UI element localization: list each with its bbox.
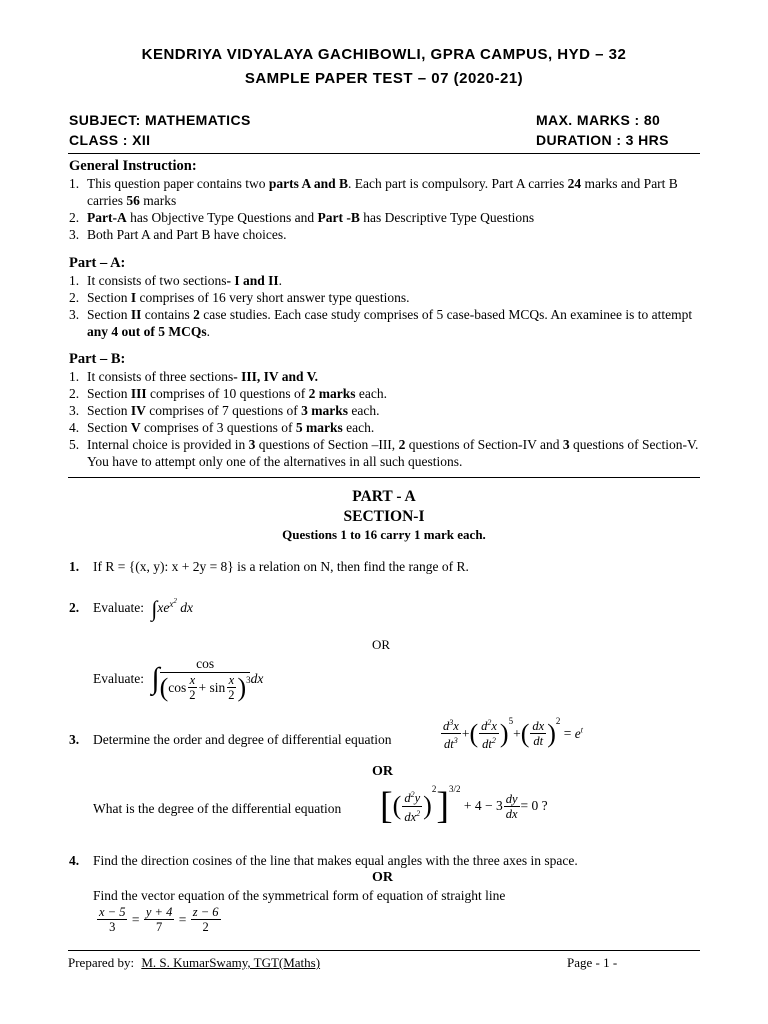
list-item: 5. Internal choice is provided in 3 questions of Section –III, 2 questions of Section-IV and 3 questions of Section-V. You have to attempt only one of the alternatives in all such questions. bbox=[69, 437, 699, 469]
integral-xe: $\int xe^{x^2}$ dx bbox=[151, 596, 193, 621]
differential-equation-1: $\frac{d^3x}{dt^3}$ + ( $\frac{d^2x}{dt^2}$ ) $^5$ + ( $\frac{dx}{dt}$ ) $^2$ = $e^t$ bbox=[443, 716, 583, 752]
question-2: 2. Evaluate: $\int xe^{x^2}$ dx bbox=[69, 596, 193, 621]
part-heading: PART - A bbox=[352, 488, 416, 505]
footer-credit: Prepared by: M. S. KumarSwamy, TGT(Maths) bbox=[68, 955, 321, 970]
line-equation: $\frac{x - 5}{3}$ = $\frac{y + 4}{7}$ = $\frac{z - 6}{2}$ bbox=[99, 905, 219, 934]
or-divider: OR bbox=[372, 870, 393, 885]
list-item: 2. Section I comprises of 16 very short answer type questions. bbox=[69, 290, 410, 305]
differential-equation-2: [ ( $\frac{d^2y}{dx^2}$ ) $^2$ ] $^{3/2}$ + 4 − 3 $\frac{dy}{dx}$ = 0 ? bbox=[380, 784, 548, 827]
author-name: M. S. KumarSwamy, TGT(Maths) bbox=[141, 955, 321, 970]
question-2-alt: Evaluate: ∫ cos ( cos $\frac{x}{2}$ + sin $\frac{x}{2}$ ) $^3$ dx bbox=[93, 656, 264, 702]
list-item: 2. Part-A has Objective Type Questions and Part -B has Descriptive Type Questions bbox=[69, 210, 535, 225]
class: CLASS : XII bbox=[69, 132, 151, 148]
subject: SUBJECT: MATHEMATICS bbox=[69, 112, 251, 128]
header-rule bbox=[68, 153, 700, 154]
part-a-instructions bbox=[69, 255, 709, 340]
general-title: General Instruction: bbox=[69, 158, 197, 174]
question-3-alt: What is the degree of the differential equation bbox=[93, 801, 342, 816]
list-item: 1. It consists of two sections- I and II. bbox=[69, 273, 283, 288]
school-title: KENDRIYA VIDYALAYA GACHIBOWLI, GPRA CAMPUS, HYD – 32 bbox=[141, 46, 627, 63]
part-b-title: Part – B: bbox=[69, 351, 126, 367]
question-3: 3. Determine the order and degree of differential equation bbox=[69, 732, 392, 747]
question-4-alt: Find the vector equation of the symmetrical form of equation of straight line bbox=[93, 888, 506, 903]
max-marks: MAX. MARKS : 80 bbox=[536, 112, 661, 128]
list-item: 1. It consists of three sections- III, IV and V. bbox=[69, 369, 319, 384]
page-number: Page - 1 - bbox=[567, 955, 618, 970]
list-item: 3. Both Part A and Part B have choices. bbox=[69, 227, 287, 242]
part-a-title: Part – A: bbox=[69, 255, 126, 271]
section-heading: SECTION-I bbox=[343, 508, 425, 525]
list-item: 1. This question paper contains two parts A and B. Each part is compulsory. Part A carries 24 marks and Part B carries 56 marks bbox=[69, 176, 678, 208]
question-4: 4. Find the direction cosines of the line that makes equal angles with the three axes in space. bbox=[69, 853, 578, 868]
general-instructions bbox=[69, 158, 709, 243]
or-divider: OR bbox=[372, 637, 391, 652]
list-item: 3. Section IV comprises of 7 questions of 3 marks each. bbox=[69, 403, 380, 418]
or-divider: OR bbox=[372, 764, 393, 779]
test-title: SAMPLE PAPER TEST – 07 (2020-21) bbox=[244, 70, 524, 87]
duration: DURATION : 3 HRS bbox=[536, 132, 669, 148]
part-b-instructions bbox=[69, 351, 709, 470]
integral-cos: ∫ cos ( cos $\frac{x}{2}$ + sin $\frac{x}{2}$ ) $^3$ dx bbox=[151, 656, 264, 702]
list-item: 2. Section III comprises of 10 questions of 2 marks each. bbox=[69, 386, 387, 401]
question-1: 1. If R = {(x, y): x + 2y = 8} is a relation on N, then find the range of R. bbox=[69, 559, 469, 574]
section-note: Questions 1 to 16 carry 1 mark each. bbox=[282, 527, 486, 542]
list-item: 3. Section II contains 2 case studies. Each case study comprises of 5 case-based MCQs. An examinee is to attempt any 4 out of 5 MCQs. bbox=[69, 307, 693, 339]
list-item: 4. Section V comprises of 3 questions of 5 marks each. bbox=[69, 420, 375, 435]
footer-rule bbox=[68, 950, 700, 951]
instructions-rule bbox=[68, 477, 700, 478]
